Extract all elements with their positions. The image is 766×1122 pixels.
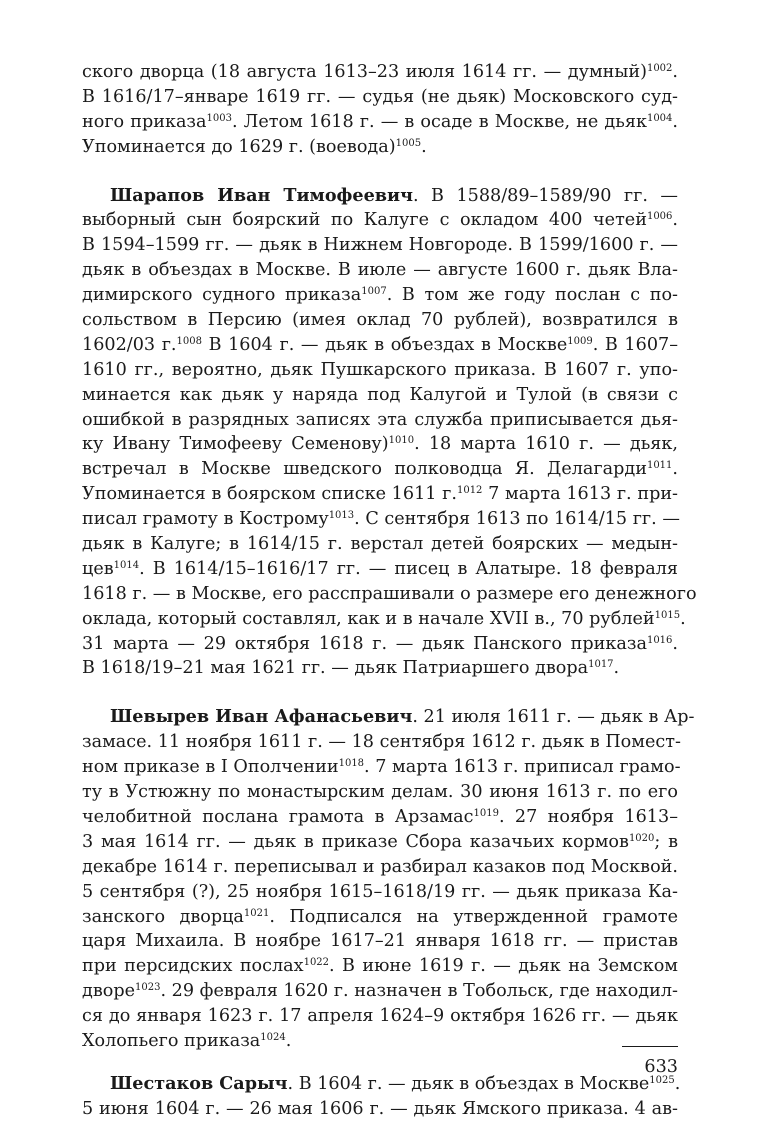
text-line: В 1618/19–21 мая 1621 гг. — дьяк Патриаршего двора$^{1017}$. xyxy=(82,658,620,679)
text-line: ся до января 1623 г. 17 апреля 1624–9 октября 1626 гг. — дьяк xyxy=(82,1006,678,1027)
text-line: Упоминается до 1629 г. (воевода)$^{1005}$. xyxy=(82,136,427,157)
text-line: 1602/03 г.$^{1008}$ В 1604 г. — дьяк в объездах в Москве$^{1009}$. В 1607– xyxy=(82,334,679,355)
text-line: Холопьего приказа$^{1024}$. xyxy=(82,1030,292,1051)
footnote-ref: 1006 xyxy=(646,211,673,223)
text-line: писал грамоту в Кострому$^{1013}$. С сентября 1613 по 1614/15 гг. — xyxy=(82,509,680,530)
text-line: 5 сентября (?), 25 ноября 1615–1618/19 гг. — дьяк приказа Ка- xyxy=(82,881,678,902)
text-line: ту в Устюжну по монастырским делам. 30 июня 1613 г. по его xyxy=(82,782,678,803)
text-line: ного приказа$^{1003}$. Летом 1618 г. — в осаде в Москве, не дьяк$^{1004}$. xyxy=(82,111,678,132)
text-line: царя Михаила. В ноябре 1617–21 января 1618 гг. — пристав xyxy=(82,931,678,952)
entry-shestakov xyxy=(82,1072,681,1122)
footnote-ref: 1009 xyxy=(567,335,593,347)
text-line: выборный сын боярский по Калуге с окладом 400 четей$^{1006}$. xyxy=(82,210,678,231)
footnote-ref: 1024 xyxy=(260,1031,286,1043)
footnote-ref: 1004 xyxy=(646,112,673,124)
entry-name: Шарапов Иван Тимофеевич xyxy=(110,184,413,206)
text-line: димирского судного приказа$^{1007}$. В том же году послан с по- xyxy=(82,285,679,306)
footnote-ref: 1002 xyxy=(646,62,673,74)
footnote-ref: 1013 xyxy=(328,509,355,521)
text-line: В 1616/17–январе 1619 гг. — судья (не дьяк) Московского суд- xyxy=(82,86,678,107)
text-line: ошибкой в разрядных записях эта служба приписывается дья- xyxy=(82,409,678,430)
text-line: ского дворца (18 августа 1613–23 июля 1614 гг. — думный)$^{1002}$. xyxy=(82,62,678,82)
text-line: дворе$^{1023}$. 29 февраля 1620 г. назначен в Тобольск, где находил- xyxy=(82,981,678,1002)
entry-continuation xyxy=(82,60,678,160)
text-line: оклада, который составлял, как и в начале XVII в., 70 рублей$^{1015}$. xyxy=(82,608,686,629)
text-line: минается как дьяк у наряда под Калугой и Тулой (в связи с xyxy=(82,384,678,405)
footnote-ref: 1023 xyxy=(135,981,161,993)
text-line: 1618 г. — в Москве, его расспрашивали о размере его денежного xyxy=(82,583,697,604)
text-line: Шевырев Иван Афанасьевич. 21 июля 1611 г. — дьяк в Ар- xyxy=(110,706,695,728)
page-number: 633 xyxy=(622,1046,678,1077)
text-line: цев$^{1014}$. В 1614/15–1616/17 гг. — писец в Алатыре. 18 февраля xyxy=(82,558,678,579)
text-line: при персидских послах$^{1022}$. В июне 1619 г. — дьяк на Земском xyxy=(82,956,678,977)
footnote-ref: 1005 xyxy=(395,137,422,149)
footnote-ref: 1008 xyxy=(176,335,202,347)
footnote-ref: 1010 xyxy=(388,435,415,447)
text-line: 31 марта — 29 октября 1618 г. — дьяк Панского приказа$^{1016}$. xyxy=(82,633,678,654)
footnote-ref: 1018 xyxy=(338,757,365,769)
footnote-ref: 1016 xyxy=(646,634,673,646)
text-line: ном приказе в I Ополчении$^{1018}$. 7 марта 1613 г. приписал грамо- xyxy=(82,757,681,778)
footnote-ref: 1020 xyxy=(628,832,655,844)
footnote-ref: 1017 xyxy=(588,659,614,671)
text-line: В 1594–1599 гг. — дьяк в Нижнем Новгороде. В 1599/1600 г. — xyxy=(82,235,678,256)
text-line: ку Ивану Тимофееву Семенову)$^{1010}$. 18 марта 1610 г. — дьяк, xyxy=(82,434,678,455)
text-line: Упоминается в боярском списке 1611 г.$^{1012}$ 7 марта 1613 г. при- xyxy=(82,484,678,505)
footnote-ref: 1019 xyxy=(473,807,499,819)
entry-name: Шестаков Сарыч xyxy=(110,1072,288,1094)
footnote-ref: 1003 xyxy=(206,112,232,124)
text-line: замасе. 11 ноября 1611 г. — 18 сентября 1612 г. дьяк в Помест- xyxy=(82,732,681,753)
text-line: встречал в Москве шведского полководца Я. Делагарди$^{1011}$. xyxy=(82,459,678,480)
text-line: челобитной послана грамота в Арзамас$^{1019}$. 27 ноября 1613– xyxy=(82,806,678,827)
footnote-ref: 1022 xyxy=(303,957,330,969)
footnote-ref: 1015 xyxy=(654,609,681,621)
entry-shevyrev xyxy=(82,705,695,1053)
footnote-ref: 1021 xyxy=(243,907,270,919)
text-line: занского дворца$^{1021}$. Подписался на утвержденной грамоте xyxy=(82,906,678,927)
text-line: Шарапов Иван Тимофеевич. В 1588/89–1589/90 гг. — xyxy=(110,184,678,206)
footnote-ref: 1011 xyxy=(646,460,673,472)
text-line: дьяк в Калуге; в 1614/15 г. верстал детей боярских — медын- xyxy=(82,534,678,555)
entry-sharapov xyxy=(82,184,697,682)
footnote-ref: 1025 xyxy=(649,1074,675,1086)
text-line: дьяк в объездах в Москве. В июле — августе 1600 г. дьяк Вла- xyxy=(82,260,678,281)
text-line: 1610 гг., вероятно, дьяк Пушкарского приказа. В 1607 г. упо- xyxy=(82,359,678,380)
text-line: декабре 1614 г. переписывал и разбирал казаков под Москвой. xyxy=(82,856,678,877)
page-text xyxy=(82,60,697,1122)
entry-name: Шевырев Иван Афанасьевич xyxy=(110,706,413,728)
footnote-ref: 1007 xyxy=(361,285,387,297)
text-line: Шестаков Сарыч. В 1604 г. — дьяк в объездах в Москве$^{1025}$. xyxy=(110,1072,681,1094)
text-line: 5 июня 1604 г. — 26 мая 1606 г. — дьяк Ямского приказа. 4 ав- xyxy=(82,1098,678,1119)
text-line: сольством в Персию (имея оклад 70 рублей), возвратился в xyxy=(82,310,678,331)
footnote-ref: 1012 xyxy=(456,485,483,497)
footnote-ref: 1014 xyxy=(113,559,140,571)
text-line: 3 мая 1614 гг. — дьяк в приказе Сбора казачьих кормов$^{1020}$; в xyxy=(82,831,678,852)
